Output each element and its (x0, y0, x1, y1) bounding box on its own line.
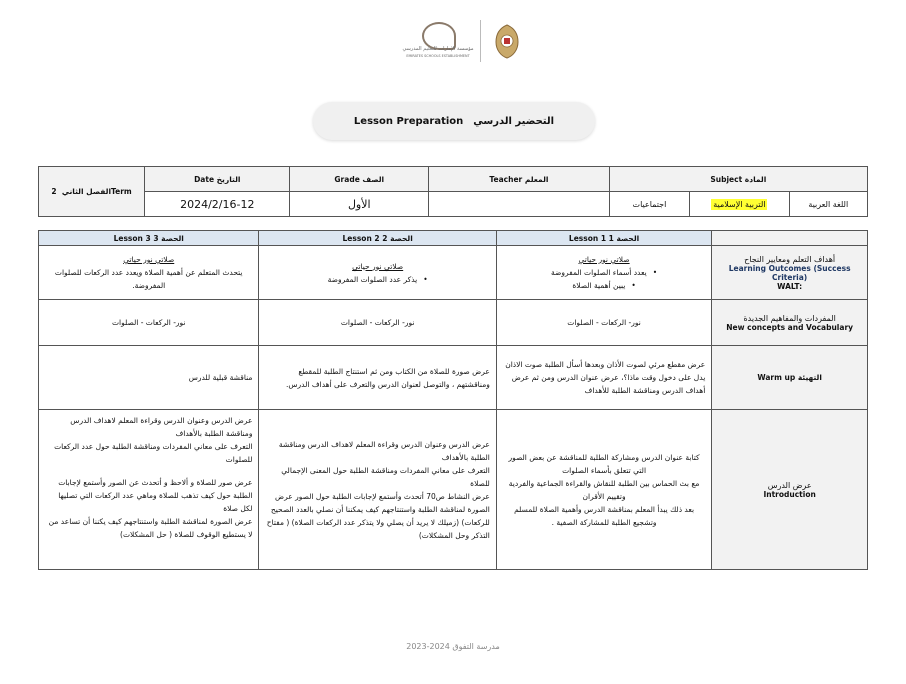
vocab-l3: نور- الركعات - الصلوات (39, 300, 259, 346)
subject-label-cell: Subject المادة (609, 167, 867, 192)
term-en: 2Term (51, 187, 132, 196)
logo-area (400, 18, 530, 66)
vocab-l2: نور- الركعات - الصلوات (259, 300, 496, 346)
schools-logo-ar: مؤسسة الإمارات للتعليم المدرسي (402, 46, 474, 52)
outcomes-label (712, 246, 868, 300)
subject-option-2 (690, 192, 789, 217)
emirates-schools-logo (400, 18, 472, 64)
logo-divider (480, 20, 481, 62)
intro-label-ar: عرض الدرس (767, 480, 812, 490)
outcomes-l1-item: • يبين أهمية الصلاة (503, 279, 705, 292)
subject-option-2-text: التربية الإسلامية (713, 199, 766, 209)
outcomes-l2-item: • يذكر عدد الصلوات المفروضة (265, 273, 489, 286)
intro-l2-p: عرض النشاط ص70 أتحدث وأستمع لإجابات الطلبة حول الصور عرض الصورة لمناقشة الطلبة واستنتاجهم كيف يمكننا أن نصلي بالعدد الصحيح للركعات) (زميلك لا يريد أن يصلي ولا يتذكر عدد الركعات الصلاة) ( مفتاح التذكر وحل المشكلات) (266, 491, 490, 540)
intro-l1-p: بعد ذلك يبدأ المعلم بمناقشة الدرس وأهمية الصلاة للمسلم وتشجيع الطلبة للمشاركة الصفية . (514, 504, 695, 527)
vocab-label-ar: المفردات والمفاهيم الجديدة (743, 313, 836, 323)
header-table (38, 166, 868, 217)
schools-logo-en: EMIRATES SCHOOLS ESTABLISHMENT (406, 54, 470, 58)
outcomes-l1-item: • يعدد أسماء الصلوات المفروضة (503, 266, 705, 279)
lesson-table (38, 230, 868, 570)
title-ar: التحضير الدرسي (473, 115, 555, 127)
intro-l2 (259, 410, 496, 570)
intro-l2-p: التعرف على معاني المفردات ومناقشة الطلبة حول المعنى الإجمالي للصلاة (281, 465, 490, 488)
outcomes-label-walt: WALT: (777, 281, 803, 291)
outcomes-l2-title: صلاتي نور حياتي (352, 261, 404, 271)
grade-label-cell: Grade الصف (290, 167, 429, 192)
vocab-label-en: New concepts and Vocabulary (726, 322, 854, 332)
title-en: Lesson Preparation (353, 115, 464, 127)
warmup-l1: عرض مقطع مرئي لصوت الأذان وبعدها أسأل الطلبة صوت الاذان يدل على دخول وقت ماذا؟، عرض عنوان الدرس ومن ثم عرض أهداف الدرس ومناقشة الطلبة للأهداف (496, 346, 711, 410)
warmup-l2: عرض صورة للصلاة من الكتاب ومن ثم استنتاج الطلبة للمقطع ومناقشتهم ، والتوصل لعنوان الدرس والتعرف على أهداف الدرس. (259, 346, 496, 410)
date-value: 2024/2/16-12 (145, 192, 290, 217)
date-label-cell: Date التاريخ (145, 167, 290, 192)
lesson-1-header: Lesson 1 الحصة 1 (496, 231, 711, 246)
outcomes-l3-title: صلاتي نور حياتي (123, 255, 175, 264)
corner-cell (712, 231, 868, 246)
vocab-l1: نور- الركعات - الصلوات (496, 300, 711, 346)
teacher-value (429, 192, 610, 217)
intro-l3-p: عرض صور للصلاة و ألاحظ و أتحدث عن الصور وأستمع لإجابات الطلبة حول كيف تذهب للصلاة وماهي عدد الركعات التي تصليها لكل صلاة (58, 478, 253, 513)
grade-value: الأول (290, 192, 429, 217)
outcomes-l1 (496, 246, 711, 300)
outcomes-label-en: Learning Outcomes (Success Criteria) (728, 263, 851, 282)
outcomes-l1-title: صلاتي نور حياتي (578, 255, 630, 264)
intro-label-en: Introduction (763, 489, 816, 499)
vocab-label (712, 300, 868, 346)
lesson-2-header: Lesson 2 الحصة 2 (259, 231, 496, 246)
term-label: الفصل الثاني (61, 187, 112, 196)
term-cell (39, 167, 145, 217)
intro-l3-p: التعرف على معاني المفردات ومناقشة الطلبة حول عدد الركعات للصلوات (54, 442, 253, 464)
intro-l3-p: عرض الصورة لمناقشة الطلبة واستنتاجهم كيف يكننا أن تساعد من لا يستطيع الوقوف للصلاة ( حل المشكلات) (48, 517, 253, 539)
footer-school-name: مدرسة التفوق 2024-2023 (406, 642, 500, 651)
intro-l1-p: كتابة عنوان الدرس ومشاركة الطلبة للمناقشة عن بعض الصور التي تتعلق بأسماء الصلوات (508, 452, 700, 475)
outcomes-l3-text: يتحدث المتعلم عن أهمية الصلاة ويعدد عدد الركعات للصلوات المفروضة. (54, 268, 243, 290)
intro-label (712, 410, 868, 570)
warmup-label: Warm up التهيئة (712, 346, 868, 410)
outcomes-l2 (259, 246, 496, 300)
outcomes-l3 (39, 246, 259, 300)
intro-l3-p: عرض الدرس وعنوان الدرس وقراءة المعلم لاهداف الدرس ومناقشة الطلبة بالأهداف (70, 416, 253, 438)
warmup-l3: مناقشة قبلية للدرس (39, 346, 259, 410)
intro-l3 (39, 410, 259, 570)
subject-option-3: اجتماعيات (609, 192, 690, 217)
uae-emblem-icon (490, 22, 524, 60)
title-pill (313, 102, 595, 140)
subject-option-1: اللغة العربية (789, 192, 867, 217)
outcomes-label-ar: أهداف التعلم ومعايير النجاح (744, 254, 836, 264)
intro-l1-p: مع بث الحماس بين الطلبة للنقاش والقراءة الجماعية والفردية وتقييم الأقران (508, 478, 700, 501)
lesson-3-header: Lesson 3 الحصة 3 (39, 231, 259, 246)
intro-l1 (496, 410, 711, 570)
intro-l2-p: عرض الدرس وعنوان الدرس وقراءة المعلم لاهداف الدرس ومناقشة الطلبة بالأهداف (278, 439, 490, 462)
teacher-label-cell: Teacher المعلم (429, 167, 610, 192)
